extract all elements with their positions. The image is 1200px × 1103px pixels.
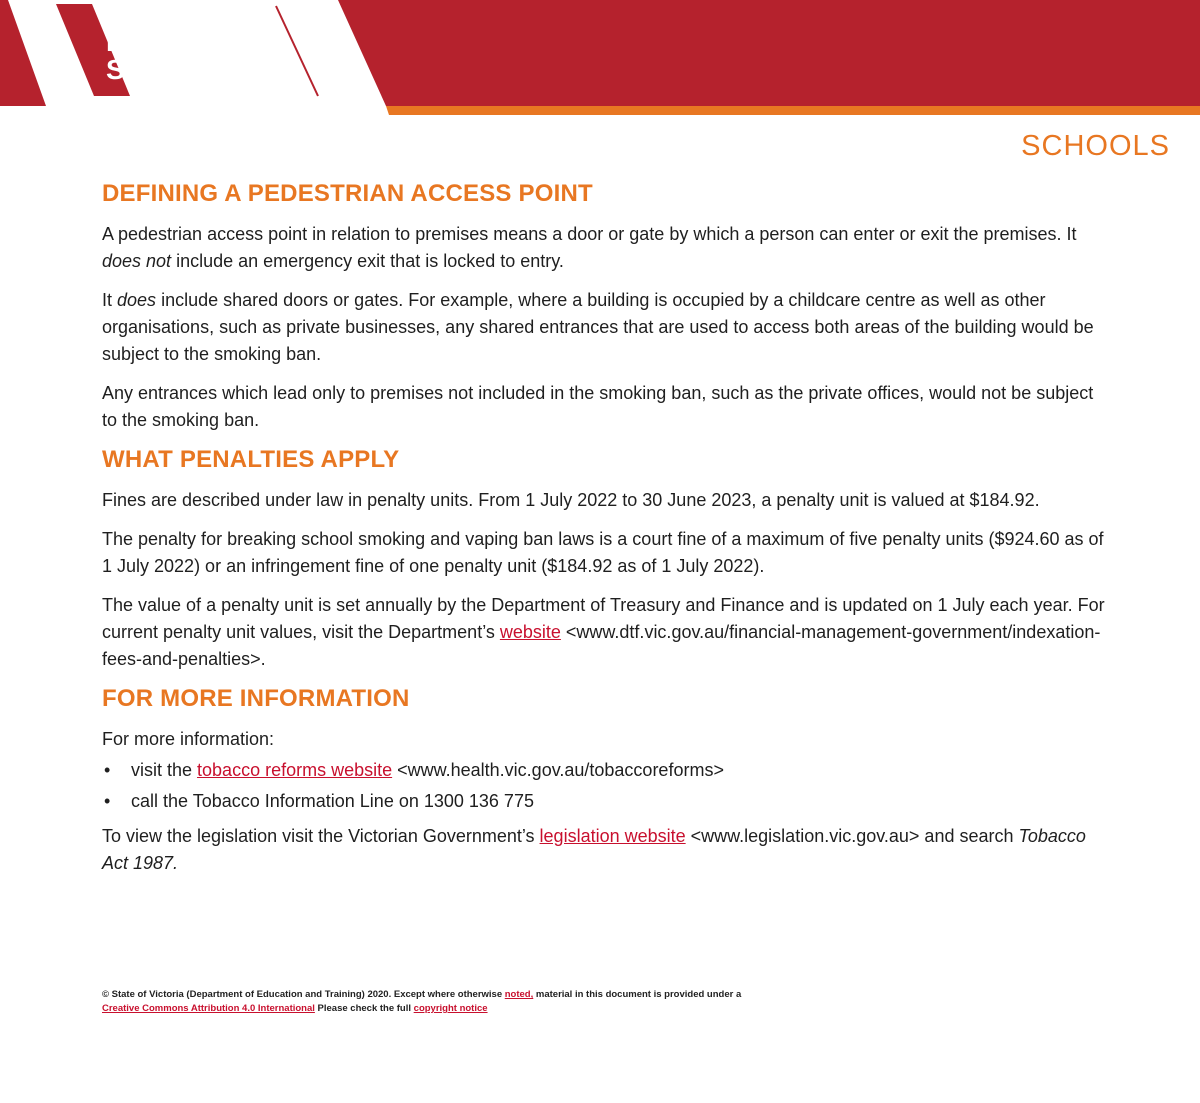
section-penalties xyxy=(102,446,1112,673)
section-pedestrian-access xyxy=(102,180,1112,434)
info-list xyxy=(102,757,1112,815)
noted-link[interactable]: noted, xyxy=(504,989,534,1000)
copyright-notice-link[interactable]: copyright notice xyxy=(413,1003,488,1014)
access-paragraph-1: A pedestrian access point in relation to premises means a door or gate by which a person can enter or exit the premises. It does not include an emergency exit that is locked to entry. xyxy=(102,224,1077,271)
schools-label: SCHOOLS xyxy=(1021,130,1170,162)
penalties-paragraph-2: The penalty for breaking school smoking and vaping ban laws is a court fine of a maximum of five penalty units ($924.60 as of 1 July 2022) or an infringement fine of one penalty unit ($184.92 as of 1 July 2022). xyxy=(102,529,1104,576)
education-state-logo xyxy=(106,8,266,84)
legislation-paragraph: To view the legislation visit the Victorian Government’s legislation website <www.legislation.vic.gov.au> and search Tobacco Act 1987. xyxy=(102,826,1086,873)
access-paragraph-2: It does include shared doors or gates. For example, where a building is occupied by a childcare centre as well as other organisations, such as private businesses, any shared entrances that are used to access both areas of the building would be subject to the smoking ban. xyxy=(102,290,1094,364)
logo-line-the: THE xyxy=(106,7,148,29)
legislation-website-link[interactable]: legislation website xyxy=(539,826,686,846)
heading-penalties: WHAT PENALTIES APPLY xyxy=(102,446,400,473)
penalties-paragraph-3: The value of a penalty unit is set annually by the Department of Treasury and Finance and is updated on 1 July each year. For current penalty unit values, visit the Department’s website <www.dtf.vic.gov.au/financial-management-government/indexation-fees-and-penalties>. xyxy=(102,595,1105,669)
banner-orange-strip xyxy=(386,106,1200,115)
creative-commons-link[interactable]: Creative Commons Attribution 4.0 International xyxy=(102,1003,315,1014)
list-item: • call the Tobacco Information Line on 1300 136 775 xyxy=(102,788,1112,815)
list-item: • visit the tobacco reforms website <www.health.vic.gov.au/tobaccoreforms> xyxy=(102,757,1112,784)
heading-more-information: FOR MORE INFORMATION xyxy=(102,685,410,712)
tobacco-reforms-link[interactable]: tobacco reforms website xyxy=(197,760,393,780)
heading-pedestrian-access: DEFINING A PEDESTRIAN ACCESS POINT xyxy=(102,180,593,207)
penalties-paragraph-1: Fines are described under law in penalty units. From 1 July 2022 to 30 June 2023, a penalty unit is valued at $184.92. xyxy=(102,490,1040,510)
section-more-information xyxy=(102,685,1112,877)
access-paragraph-3: Any entrances which lead only to premises not included in the smoking ban, such as the private offices, would not be subject to the smoking ban. xyxy=(102,383,1094,430)
dtf-website-link[interactable]: website xyxy=(499,622,561,642)
copyright-footer: © State of Victoria (Department of Education and Training) 2020. Except where otherwise noted, material in this document is provided under a Creative Commons Attribution 4.0 International Please check the full copyright notice xyxy=(102,989,742,1014)
logo-line-education: EDUCATION xyxy=(106,26,266,57)
banner-left-shard xyxy=(0,0,46,106)
document-body xyxy=(102,180,1112,889)
banner-logo-slash xyxy=(276,6,318,96)
info-intro: For more information: xyxy=(102,729,275,749)
logo-line-state: STATE xyxy=(106,54,192,85)
banner-main-band xyxy=(338,0,1200,106)
